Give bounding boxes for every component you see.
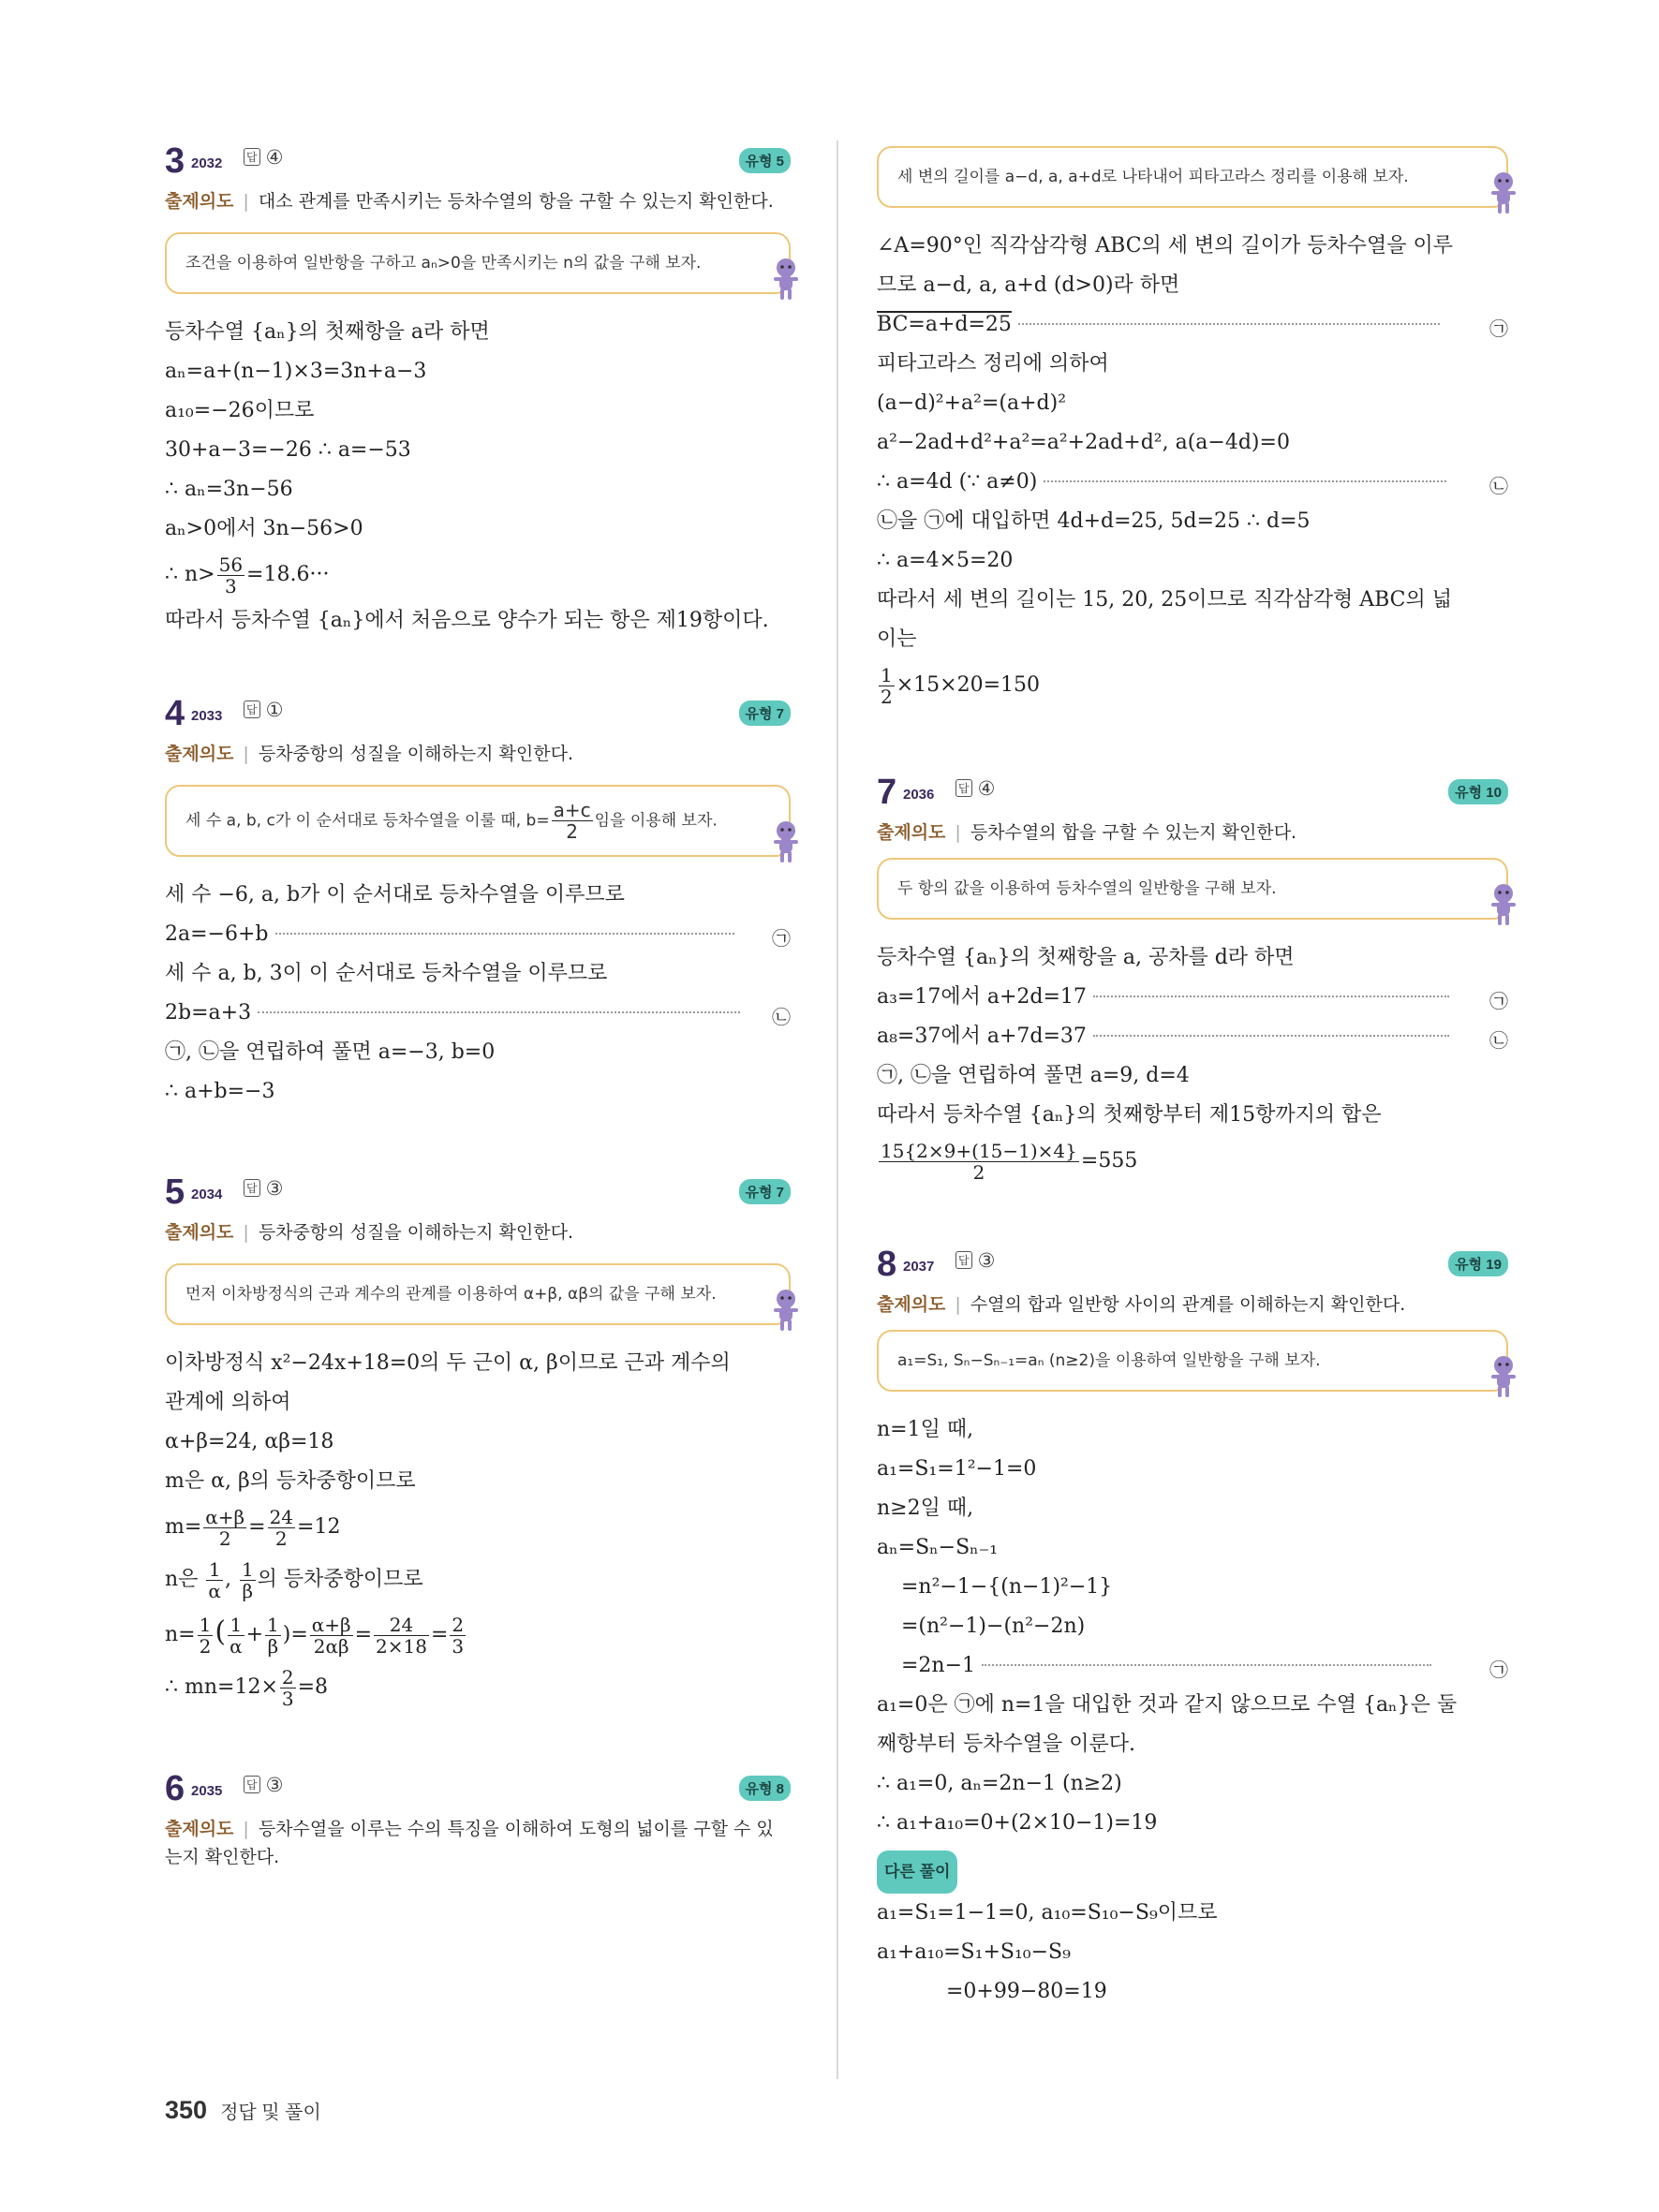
denominator: 3 (224, 574, 237, 597)
text: = (430, 1623, 449, 1646)
answer-icon: 답 (955, 779, 972, 797)
fraction (374, 1615, 429, 1657)
numerator: 24 (374, 1615, 429, 1636)
problem-4 (165, 693, 791, 1112)
mascot-icon (1489, 170, 1518, 215)
text: a₃=17에서 a+2d=17 (877, 985, 1087, 1009)
intent-line (877, 1290, 1508, 1319)
hint-text: 조건을 이용하여 일반항을 구하고 aₙ>0을 만족시키는 n의 값을 구해 보자. (185, 254, 702, 273)
text: =2n−1 (901, 1654, 976, 1677)
answer (244, 1774, 283, 1796)
problem-6 (165, 1768, 791, 1871)
solution-line (877, 1646, 1508, 1686)
fraction (265, 1615, 281, 1657)
numerator: 1 (881, 663, 893, 686)
text: ∴ n> (165, 563, 215, 586)
leader-dots (1093, 995, 1449, 997)
solution-line: 피타고라스 정리에 의하여 (877, 352, 1109, 376)
intent-line (165, 1218, 791, 1246)
intent-text: 수열의 합과 일반항 사이의 관계를 이해하는지 확인한다. (970, 1294, 1406, 1315)
hint-box (165, 785, 791, 857)
label-mark: ㉠ (772, 927, 791, 950)
answer-icon: 답 (244, 1776, 260, 1793)
leader-dots (1093, 1035, 1449, 1037)
text: 의 등차중항이므로 (257, 1568, 423, 1591)
answer-value: ④ (977, 777, 996, 800)
solution-line: a₁=0은 ㉠에 n=1을 대입한 것과 같지 않으므로 수열 {aₙ}은 둘 (877, 1693, 1458, 1717)
label-mark: ㉠ (1489, 1659, 1508, 1681)
intent-label: 출제의도 (877, 822, 946, 843)
solution-line: 째항부터 등차수열을 이룬다. (877, 1733, 1136, 1756)
answer (244, 146, 283, 169)
solution-line: a₁₀=−26이므로 (165, 399, 315, 422)
solution (165, 313, 791, 641)
type-badge: 유형 5 (739, 148, 792, 173)
answer-value: ④ (265, 146, 284, 169)
solution-line (877, 659, 1508, 712)
answer (955, 777, 995, 800)
problem-number: 5 (165, 1172, 185, 1212)
solution-line: ∠A=90°인 직각삼각형 ABC의 세 변의 길이가 등차수열을 이루 (877, 234, 1454, 258)
type-badge: 유형 10 (1448, 779, 1508, 804)
solution-line (877, 305, 1508, 345)
solution-line: 이차방정식 x²−24x+18=0의 두 근이 α, β이므로 근과 계수의 (165, 1351, 731, 1375)
problem-code: 2037 (903, 1259, 935, 1275)
page-footer (165, 2096, 321, 2125)
solution-line: ∴ a₁=0, aₙ=2n−1 (n≥2) (877, 1772, 1122, 1795)
answer-icon: 답 (955, 1251, 972, 1269)
solution-line: aₙ>0에서 3n−56>0 (165, 517, 363, 540)
answer (244, 1177, 283, 1200)
solution-line (165, 549, 791, 601)
mascot-icon (772, 1288, 800, 1333)
solution-line: =n²−1−{(n−1)²−1} (901, 1575, 1113, 1599)
solution-line: ∴ a=4×5=20 (877, 549, 1014, 572)
problem-header (877, 772, 1508, 813)
hint-box (877, 858, 1508, 920)
hint-text: 두 항의 값을 이용하여 등차수열의 일반항을 구해 보자. (897, 879, 1277, 898)
fraction (552, 800, 593, 842)
label-mark: ㉡ (1489, 475, 1508, 497)
solution-line: ∴ a₁+a₁₀=0+(2×10−1)=19 (877, 1811, 1158, 1835)
problem-number: 3 (165, 141, 185, 181)
answer-icon: 답 (244, 1179, 260, 1197)
solution-line: a₁+a₁₀=S₁+S₁₀−S₉ (877, 1940, 1071, 1964)
solution-line: ∴ a+b=−3 (165, 1080, 275, 1103)
text: =12 (297, 1515, 341, 1539)
fraction (217, 554, 244, 597)
hint-box (877, 146, 1508, 208)
numerator: 1 (267, 1613, 279, 1636)
solution-line (877, 1135, 1508, 1187)
text: =555 (1080, 1149, 1138, 1172)
denominator: 2×18 (376, 1634, 427, 1658)
solution-line: 등차수열 {aₙ}의 첫째항을 a라 하면 (165, 320, 490, 344)
text: , (224, 1568, 238, 1591)
text: = (248, 1515, 266, 1539)
mascot-icon (1489, 882, 1518, 927)
solution-line: 세 수 a, b, 3이 이 순서대로 등차수열을 이루므로 (165, 962, 608, 985)
problem-code: 2033 (191, 708, 223, 724)
text: ∴ mn=12× (165, 1675, 278, 1699)
solution (877, 227, 1508, 712)
fraction (206, 1559, 223, 1601)
problem-number: 4 (165, 694, 185, 733)
problem-code: 2035 (191, 1783, 223, 1799)
denominator: α (230, 1634, 243, 1658)
intent-label: 출제의도 (165, 1222, 234, 1243)
solution-line: aₙ=Sₙ−Sₙ₋₁ (877, 1536, 999, 1559)
problem-header (165, 140, 791, 182)
solution-line: 이는 (877, 627, 917, 651)
fraction (198, 1615, 214, 1657)
denominator: β (242, 1579, 254, 1602)
denominator: 2 (566, 820, 578, 843)
intent-divider: | (243, 744, 249, 764)
leader-dots (258, 1011, 740, 1013)
alt-solution-badge: 다른 풀이 (877, 1851, 957, 1894)
fraction (310, 1615, 353, 1657)
label-mark: ㉠ (1489, 990, 1508, 1012)
text: BC=a+d=25 (877, 313, 1012, 336)
problem-header (165, 1768, 791, 1809)
solution-line (165, 1661, 791, 1714)
text: + (245, 1623, 264, 1646)
denominator: 2αβ (313, 1634, 349, 1658)
fraction (240, 1559, 256, 1601)
leader-dots (1018, 323, 1440, 325)
denominator: 2 (972, 1160, 985, 1184)
numerator: 1 (228, 1615, 244, 1636)
problem-7 (877, 772, 1508, 1187)
fraction (228, 1615, 244, 1657)
solution (165, 876, 791, 1112)
label-mark: ㉡ (772, 1006, 791, 1028)
problem-code: 2034 (191, 1187, 223, 1202)
column-divider (837, 140, 838, 2079)
answer-icon: 답 (244, 700, 260, 718)
solution-line (165, 1554, 791, 1606)
numerator: 15{2×9+(15−1)×4} (881, 1139, 1077, 1162)
intent-divider: | (955, 822, 961, 843)
intent-divider: | (243, 1222, 249, 1243)
solution-line: 관계에 의하여 (165, 1391, 291, 1414)
label-mark: ㉠ (1489, 317, 1508, 340)
solution-line: 따라서 등차수열 {aₙ}에서 처음으로 양수가 되는 항은 제19항이다. (165, 609, 769, 632)
page-title: 정답 및 풀이 (220, 2102, 321, 2123)
problem-number: 7 (877, 773, 897, 812)
text: ×15×20=150 (896, 673, 1041, 697)
leader-dots (275, 933, 734, 935)
problem-8 (877, 1244, 1508, 2012)
denominator: 2 (274, 1526, 288, 1550)
solution-line (877, 978, 1508, 1017)
intent-divider: | (243, 1819, 249, 1839)
mascot-icon (772, 819, 800, 864)
problem-number: 8 (877, 1245, 897, 1284)
text: = (354, 1623, 373, 1646)
intent-line (165, 1815, 791, 1871)
answer-value: ① (265, 699, 284, 721)
numerator: 1 (206, 1559, 223, 1581)
solution-line: 세 수 −6, a, b가 이 순서대로 등차수열을 이루므로 (165, 883, 625, 907)
answer (244, 699, 283, 721)
type-badge: 유형 19 (1448, 1251, 1508, 1276)
page-number: 350 (165, 2096, 208, 2124)
text: n= (165, 1623, 196, 1646)
solution-line: aₙ=a+(n−1)×3=3n+a−3 (165, 360, 427, 383)
fraction (450, 1615, 466, 1657)
numerator: 56 (218, 553, 244, 576)
answer (955, 1249, 995, 1272)
solution-line (165, 1501, 791, 1554)
intent-text: 등차중항의 성질을 이해하는지 확인한다. (258, 744, 574, 764)
problem-5 (165, 1172, 791, 1714)
fraction (879, 665, 895, 707)
problem-code: 2032 (191, 155, 223, 171)
solution-line: α+β=24, αβ=18 (165, 1430, 334, 1453)
answer-value: ③ (977, 1249, 996, 1272)
intent-line (877, 818, 1508, 847)
solution-line: 30+a−3=−26 ∴ a=−53 (165, 438, 411, 462)
intent-text: 등차수열을 이루는 수의 특징을 이해하여 도형의 넓이를 구할 수 있는지 확인한다. (165, 1819, 774, 1867)
text: n은 (165, 1568, 205, 1591)
text: ∴ a=4d (∵ a≠0) (877, 470, 1038, 494)
numerator: 1 (241, 1557, 254, 1581)
intent-text: 등차수열의 합을 구할 수 있는지 확인한다. (970, 822, 1297, 843)
problem-code: 2036 (903, 787, 935, 803)
text: m= (165, 1515, 202, 1539)
fraction (203, 1507, 246, 1549)
type-badge: 유형 7 (739, 700, 792, 726)
hint-box (165, 232, 791, 294)
problem-header (165, 693, 791, 734)
hint-box (877, 1330, 1508, 1392)
solution (165, 1344, 791, 1714)
intent-divider: | (243, 191, 249, 212)
denominator: 2 (218, 1526, 231, 1550)
hint-text: 세 수 a, b, c가 이 순서대로 등차수열을 이룰 때, b= (185, 811, 550, 831)
denominator: 3 (281, 1687, 294, 1710)
answer-icon: 답 (244, 148, 260, 166)
solution-line: ㉠, ㉡을 연립하여 풀면 a=−3, b=0 (165, 1040, 496, 1064)
numerator: 2 (281, 1665, 294, 1688)
text: =18.6··· (246, 563, 330, 586)
fraction (280, 1667, 296, 1709)
hint-box (165, 1263, 791, 1325)
numerator: 1 (199, 1613, 212, 1636)
solution-line: a₁=S₁=1−1=0, a₁₀=S₁₀−S₉이므로 (877, 1901, 1218, 1924)
answer-value: ③ (265, 1177, 284, 1200)
text: ( (215, 1615, 227, 1648)
problem-3 (165, 140, 791, 641)
solution-line: m은 α, β의 등차중항이므로 (165, 1469, 416, 1493)
numerator: 24 (269, 1505, 294, 1528)
right-column (877, 137, 1508, 2012)
numerator: 2 (452, 1613, 465, 1636)
solution (877, 938, 1508, 1187)
hint-text: a₁=S₁, Sₙ−Sₙ₋₁=aₙ (n≥2)을 이용하여 일반항을 구해 보자. (897, 1351, 1321, 1370)
solution-line: 따라서 세 변의 길이는 15, 20, 25이므로 직각삼각형 ABC의 넓 (877, 588, 1452, 612)
denominator: 2 (199, 1634, 212, 1658)
solution-line: (a−d)²+a²=(a+d)² (877, 391, 1067, 415)
mascot-icon (1489, 1354, 1518, 1399)
solution-line (877, 1017, 1508, 1056)
denominator: 3 (452, 1634, 465, 1658)
solution-line (165, 1606, 791, 1661)
solution-line: =(n²−1)−(n²−2n) (901, 1615, 1086, 1638)
solution-line (877, 463, 1508, 502)
solution-line: =0+99−80=19 (946, 1980, 1107, 2003)
text: 2b=a+3 (165, 1001, 252, 1025)
solution-line: a²−2ad+d²+a²=a²+2ad+d², a(a−4d)=0 (877, 431, 1290, 454)
type-badge: 유형 8 (739, 1776, 792, 1801)
text: )= (282, 1623, 308, 1646)
problem-header (165, 1172, 791, 1213)
solution-line: 따라서 등차수열 {aₙ}의 첫째항부터 제15항까지의 합은 (877, 1103, 1382, 1127)
problem-number: 6 (165, 1769, 185, 1808)
intent-label: 출제의도 (877, 1294, 946, 1315)
hint-text: 세 변의 길이를 a−d, a, a+d로 나타내어 피타고라스 정리를 이용해 보자. (897, 168, 1409, 186)
fraction (268, 1507, 295, 1549)
text: =8 (297, 1675, 329, 1699)
solution (877, 1410, 1508, 2012)
solution-line: 등차수열 {aₙ}의 첫째항을 a, 공차를 d라 하면 (877, 946, 1295, 969)
intent-text: 대소 관계를 만족시키는 등차수열의 항을 구할 수 있는지 확인한다. (258, 191, 774, 212)
problem-header (877, 1244, 1508, 1285)
solution-line: ∴ aₙ=3n−56 (165, 478, 293, 501)
type-badge: 유형 7 (739, 1179, 792, 1204)
solution-line: n=1일 때, (877, 1418, 974, 1441)
numerator: α+β (311, 1613, 351, 1636)
text: 2a=−6+b (165, 922, 269, 946)
intent-line (165, 187, 791, 215)
denominator: β (267, 1634, 279, 1658)
left-column (165, 140, 791, 1871)
intent-label: 출제의도 (165, 191, 234, 212)
hint-text: 먼저 이차방정식의 근과 계수의 관계를 이용하여 α+β, αβ의 값을 구해 보자. (185, 1285, 717, 1304)
intent-line (165, 740, 791, 768)
numerator: α+β (205, 1505, 245, 1528)
hint-text: 임을 이용해 보자. (594, 811, 718, 831)
solution-line: ㉠, ㉡을 연립하여 풀면 a=9, d=4 (877, 1064, 1190, 1087)
text: a₈=37에서 a+7d=37 (877, 1025, 1087, 1048)
solution-line: n≥2일 때, (877, 1497, 974, 1520)
intent-divider: | (955, 1294, 961, 1315)
leader-dots (982, 1664, 1431, 1666)
fraction (879, 1141, 1079, 1183)
mascot-icon (772, 257, 800, 302)
solution-line: 므로 a−d, a, a+d (d>0)라 하면 (877, 273, 1180, 297)
numerator: a+c (553, 799, 591, 821)
answer-value: ③ (265, 1774, 284, 1796)
solution-line: ㉡을 ㉠에 대입하면 4d+d=25, 5d=25 ∴ d=5 (877, 509, 1311, 533)
denominator: 2 (881, 685, 893, 708)
solution-line: a₁=S₁=1²−1=0 (877, 1457, 1037, 1481)
intent-label: 출제의도 (165, 1819, 234, 1839)
solution-line (165, 994, 791, 1033)
solution-line (165, 915, 791, 954)
intent-label: 출제의도 (165, 744, 234, 764)
label-mark: ㉡ (1489, 1029, 1508, 1052)
denominator: α (208, 1579, 221, 1602)
leader-dots (1044, 480, 1446, 482)
intent-text: 등차중항의 성질을 이해하는지 확인한다. (258, 1222, 574, 1243)
